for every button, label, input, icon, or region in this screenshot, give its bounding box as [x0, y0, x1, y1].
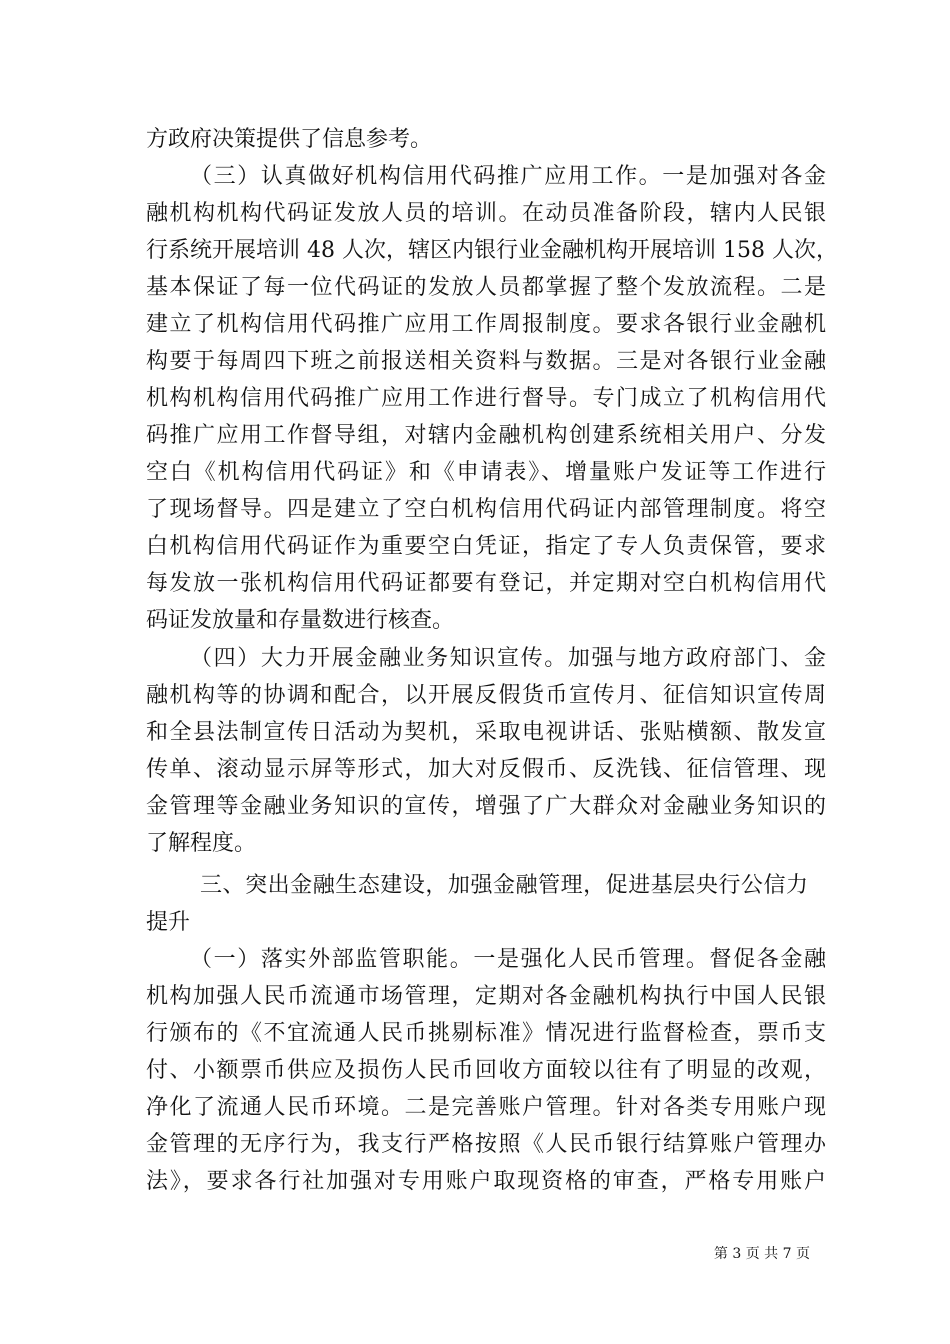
text-line: 行颁布的《不宜流通人民币挑剔标准》情况进行监督检查，票币支: [146, 1021, 826, 1046]
text-line: 机构机构信用代码推广应用工作进行督导。专门成立了机构信用代: [146, 386, 826, 411]
text-line: 码推广应用工作督导组，对辖内金融机构创建系统相关用户、分发: [146, 423, 826, 448]
text-line: 白机构信用代码证作为重要空白凭证，指定了专人负责保管，要求: [146, 534, 826, 559]
text-line: （三）认真做好机构信用代码推广应用工作。一是加强对各金: [190, 164, 826, 189]
text-line: 净化了流通人民币环境。二是完善账户管理。针对各类专用账户现: [146, 1095, 826, 1120]
text-line: 基本保证了每一位代码证的发放人员都掌握了整个发放流程。二是: [146, 275, 826, 300]
text-line: 付、小额票币供应及损伤人民币回收方面较以往有了明显的改观，: [146, 1058, 826, 1083]
text-line: 融机构等的协调和配合，以开展反假货币宣传月、征信知识宣传周: [146, 683, 826, 708]
text-line: 构要于每周四下班之前报送相关资料与数据。三是对各银行业金融: [146, 349, 826, 374]
text-line: 融机构机构代码证发放人员的培训。在动员准备阶段，辖内人民银: [146, 201, 826, 226]
text-line: 空白《机构信用代码证》和《申请表》、增量账户发证等工作进行: [146, 460, 826, 485]
text-line: 码证发放量和存量数进行核查。: [146, 608, 455, 633]
text-line: 行系统开展培训 48 人次，辖区内银行业金融机构开展培训 158 人次，: [146, 238, 838, 263]
text-line: 方政府决策提供了信息参考。: [146, 127, 433, 152]
text-line: 和全县法制宣传日活动为契机，采取电视讲话、张贴横额、散发宣: [146, 720, 826, 745]
page-number: 第 3 页 共 7 页: [713, 1246, 810, 1262]
text-line: （一）落实外部监管职能。一是强化人民币管理。督促各金融: [190, 947, 826, 972]
text-line: 传单、滚动显示屏等形式，加大对反假币、反洗钱、征信管理、现: [146, 757, 826, 782]
text-line: 每发放一张机构信用代码证都要有登记，并定期对空白机构信用代: [146, 571, 826, 596]
section-heading: 提升: [146, 910, 191, 935]
text-line: 了解程度。: [146, 831, 257, 856]
text-line: 了现场督导。四是建立了空白机构信用代码证内部管理制度。将空: [146, 497, 826, 522]
text-line: 法》，要求各行社加强对专用账户取现资格的审查，严格专用账户: [146, 1169, 826, 1194]
text-line: 金管理等金融业务知识的宣传，增强了广大群众对金融业务知识的: [146, 794, 826, 819]
text-line: （四）大力开展金融业务知识宣传。加强与地方政府部门、金: [190, 646, 826, 671]
text-line: 金管理的无序行为，我支行严格按照《人民币银行结算账户管理办: [146, 1132, 826, 1157]
text-line: 机构加强人民币流通市场管理，定期对各金融机构执行中国人民银: [146, 984, 826, 1009]
section-heading: 三、突出金融生态建设，加强金融管理，促进基层央行公信力: [200, 873, 808, 898]
text-line: 建立了机构信用代码推广应用工作周报制度。要求各银行业金融机: [146, 312, 826, 337]
